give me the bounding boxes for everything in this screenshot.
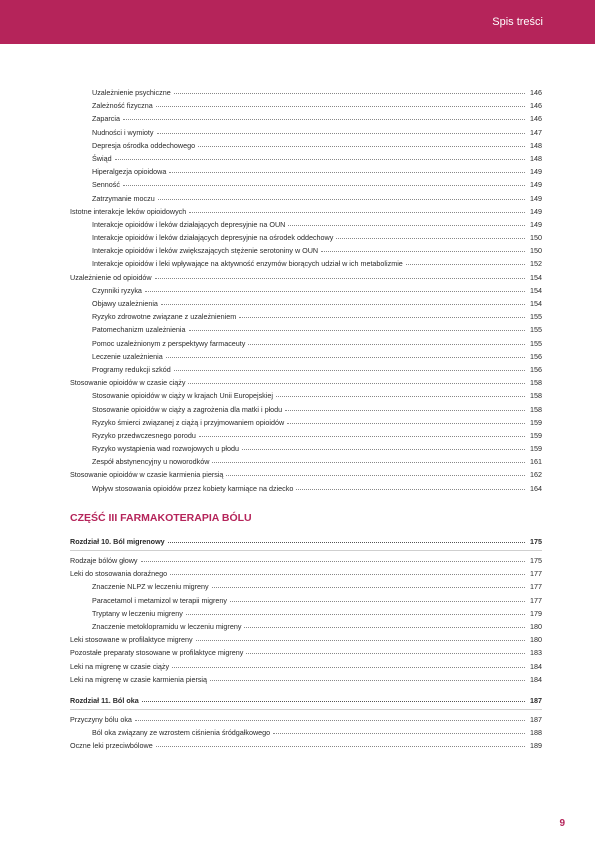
toc-entry-page: 155 (530, 338, 542, 348)
dot-leader (155, 270, 525, 279)
dot-leader (336, 230, 525, 239)
toc-entry-title: Stosowanie opioidów w ciąży a zagrożenia dla matki i płodu (92, 404, 283, 414)
toc-entry-page: 155 (530, 312, 542, 322)
dot-leader (239, 309, 525, 318)
toc-entry[interactable] (70, 673, 542, 686)
toc-entry-page: 158 (530, 391, 542, 401)
dot-leader (242, 441, 525, 450)
dot-leader (115, 151, 525, 160)
chapter-heading[interactable] (70, 535, 542, 548)
toc-entry-title: Leczenie uzależnienia (92, 351, 163, 361)
toc-entry-page: 155 (530, 325, 542, 335)
dot-leader (189, 204, 525, 213)
toc-entry-page: 162 (530, 470, 542, 480)
toc-entry-title: Nudności i wymioty (92, 127, 154, 137)
toc-entry-page: 149 (530, 193, 542, 203)
dot-leader (287, 415, 525, 424)
toc-entry-page: 146 (530, 88, 542, 97)
dot-leader (161, 296, 525, 305)
dot-leader (157, 125, 525, 134)
toc-entry-page: 149 (530, 167, 542, 177)
toc-entry[interactable] (70, 482, 542, 495)
toc-entry-page: 152 (530, 259, 542, 269)
table-of-contents (70, 86, 542, 753)
toc-entry-page: 146 (530, 114, 542, 124)
toc-entry-title: Leki na migrenę w czasie ciąży (70, 661, 170, 671)
toc-entry-page: 159 (530, 444, 542, 454)
toc-entry-page: 175 (530, 556, 542, 565)
dot-leader (142, 693, 525, 702)
toc-entry-page: 161 (530, 457, 542, 467)
dot-leader (123, 111, 525, 120)
toc-entry-title: Depresja ośrodka oddechowego (92, 140, 196, 150)
dot-leader (406, 256, 525, 265)
toc-entry-title: Paracetamol i metamizol w terapii migreny (92, 595, 228, 605)
toc-entry-page: 154 (530, 285, 542, 295)
toc-entry-page: 154 (530, 272, 542, 282)
toc-entry-title: Czynniki ryzyka (92, 285, 142, 295)
chapter-divider (70, 550, 542, 551)
dot-leader (226, 467, 525, 476)
dot-leader (196, 632, 525, 641)
toc-entry-page: 179 (530, 608, 542, 618)
toc-entry-title: Stosowanie opioidów w czasie ciąży (70, 378, 186, 388)
toc-entry-title: Wpływ stosowania opioidów przez kobiety karmiące na dziecko (92, 483, 294, 493)
dot-leader (189, 322, 526, 331)
dot-leader (174, 362, 525, 371)
dot-leader (230, 593, 525, 602)
toc-section-b (70, 554, 542, 686)
toc-entry-page: 183 (530, 648, 542, 658)
toc-entry-page: 156 (530, 364, 542, 374)
toc-entry-page: 159 (530, 417, 542, 427)
toc-entry-page: 189 (530, 741, 542, 751)
toc-entry-title: Zespół abstynencyjny u noworodków (92, 457, 210, 467)
dot-leader (248, 336, 525, 345)
toc-entry-page: 149 (530, 180, 542, 190)
dot-leader (174, 85, 525, 94)
toc-entry-page: 148 (530, 140, 542, 150)
toc-entry-title: Pozostałe preparaty stosowane w profilaktyce migreny (70, 648, 244, 658)
toc-entry-title: Leki na migrenę w czasie karmienia piersią (70, 674, 208, 684)
toc-entry-title: Istotne interakcje leków opioidowych (70, 206, 187, 216)
toc-entry-page: 148 (530, 153, 542, 163)
toc-entry-title: Leki do stosowania doraźnego (70, 569, 168, 579)
dot-leader (244, 619, 525, 628)
toc-entry-title: Objawy uzależnienia (92, 299, 158, 308)
chapter-divider (70, 709, 542, 710)
toc-entry-title: Znaczenie metoklopramidu w leczeniu migreny (92, 621, 242, 631)
toc-section-a (70, 86, 542, 495)
toc-entry-title: Interakcje opioidów i leków działających depresyjnie na ośrodek oddechowy (92, 233, 334, 243)
dot-leader (186, 606, 525, 615)
part-title: CZĘŚĆ III FARMAKOTERAPIA BÓLU (70, 511, 252, 524)
header-title: Spis treści (492, 16, 543, 28)
toc-entry-page: 184 (530, 674, 542, 684)
toc-entry-page: 180 (530, 635, 542, 645)
toc-entry-title: Pomoc uzależnionym z perspektywy farmaceuty (92, 338, 246, 348)
toc-entry-title: Świąd (92, 153, 112, 163)
dot-leader (276, 388, 525, 397)
toc-entry-title: Patomechanizm uzależnienia (92, 325, 186, 335)
dot-leader (210, 672, 525, 681)
toc-entry-title: Zależność fizyczna (92, 101, 153, 111)
toc-entry-title: Senność (92, 180, 120, 190)
toc-entry-title: Zatrzymanie moczu (92, 193, 155, 203)
toc-entry-page: 154 (530, 299, 542, 308)
dot-leader (156, 98, 525, 107)
dot-leader (145, 283, 525, 292)
toc-entry-title: Interakcje opioidów i leków działających depresyjnie na OUN (92, 219, 286, 229)
dot-leader (123, 177, 525, 186)
toc-entry-title: Programy redukcji szkód (92, 364, 171, 374)
dot-leader (212, 579, 525, 588)
toc-entry-title: Ból oka związany ze wzrostem ciśnienia śródgałkowego (92, 728, 271, 738)
dot-leader (166, 349, 525, 358)
toc-entry-page: 156 (530, 351, 542, 361)
toc-entry-page: 188 (530, 728, 542, 738)
toc-entry-title: Stosowanie opioidów w ciąży w krajach Unii Europejskiej (92, 391, 273, 401)
toc-entry-page: 146 (530, 101, 542, 111)
toc-entry[interactable] (70, 739, 542, 752)
dot-leader (199, 428, 525, 437)
toc-entry-title: Leki stosowane w profilaktyce migreny (70, 635, 193, 645)
toc-entry-page: 158 (530, 378, 542, 388)
toc-entry-page: 177 (530, 595, 542, 605)
dot-leader (168, 534, 525, 543)
dot-leader (212, 454, 525, 463)
page-header-band (0, 0, 595, 44)
toc-entry-title: Hiperalgezja opioidowa (92, 167, 167, 177)
chapter-page: 187 (530, 695, 542, 705)
toc-entry-title: Zaparcia (92, 114, 120, 124)
dot-leader (169, 164, 525, 173)
dot-leader (285, 402, 525, 411)
toc-entry-page: 184 (530, 661, 542, 671)
dot-leader (188, 375, 525, 384)
dot-leader (273, 725, 525, 734)
toc-entry-title: Interakcje opioidów i leki wpływające na aktywność enzymów biorących udział w ich metabolizmie (92, 259, 403, 269)
toc-entry-title: Uzależnienie od opioidów (70, 272, 152, 282)
toc-section-c (70, 713, 542, 753)
toc-entry-title: Tryptany w leczeniu migreny (92, 608, 183, 618)
toc-entry-page: 147 (530, 127, 542, 137)
dot-leader (288, 217, 525, 226)
dot-leader (135, 712, 525, 721)
toc-entry-page: 159 (530, 430, 542, 440)
chapter-heading[interactable] (70, 694, 542, 707)
chapter-title: Rozdział 11. Ból oka (70, 695, 139, 705)
toc-entry-page: 158 (530, 404, 542, 414)
dot-leader (246, 645, 525, 654)
toc-entry-title: Oczne leki przeciwbólowe (70, 741, 153, 751)
toc-entry-page: 149 (530, 206, 542, 216)
dot-leader (156, 738, 525, 747)
toc-entry-page: 150 (530, 233, 542, 243)
chapter-page: 175 (530, 536, 542, 546)
toc-entry-title: Ryzyko zdrowotne związane z uzależnieniem (92, 312, 237, 322)
toc-entry-title: Uzależnienie psychiczne (92, 88, 171, 97)
toc-entry-page: 149 (530, 219, 542, 229)
toc-entry-page: 177 (530, 569, 542, 579)
chapter-title: Rozdział 10. Ból migrenowy (70, 536, 165, 546)
page-number: 9 (559, 818, 565, 829)
dot-leader (158, 191, 525, 200)
toc-entry-title: Ryzyko śmierci związanej z ciążą i przyjmowaniem opioidów (92, 417, 285, 427)
dot-leader (172, 659, 525, 668)
toc-entry-page: 187 (530, 715, 542, 725)
dot-leader (141, 553, 525, 562)
toc-entry-title: Rodzaje bólów głowy (70, 556, 138, 565)
toc-entry-title: Przyczyny bólu oka (70, 715, 132, 725)
toc-entry-page: 164 (530, 483, 542, 493)
toc-entry-title: Stosowanie opioidów w czasie karmienia piersią (70, 470, 224, 480)
toc-entry-title: Znaczenie NLPZ w leczeniu migreny (92, 582, 209, 592)
toc-entry-title: Ryzyko przedwczesnego porodu (92, 430, 196, 440)
dot-leader (198, 138, 525, 147)
dot-leader (170, 566, 525, 575)
toc-entry-title: Interakcje opioidów i leków zwiększających stężenie serotoniny w OUN (92, 246, 319, 256)
toc-entry-page: 177 (530, 582, 542, 592)
dot-leader (321, 243, 525, 252)
dot-leader (296, 481, 525, 490)
toc-entry-title: Ryzyko wystąpienia wad rozwojowych u płodu (92, 444, 240, 454)
toc-entry-page: 150 (530, 246, 542, 256)
toc-entry-page: 180 (530, 621, 542, 631)
